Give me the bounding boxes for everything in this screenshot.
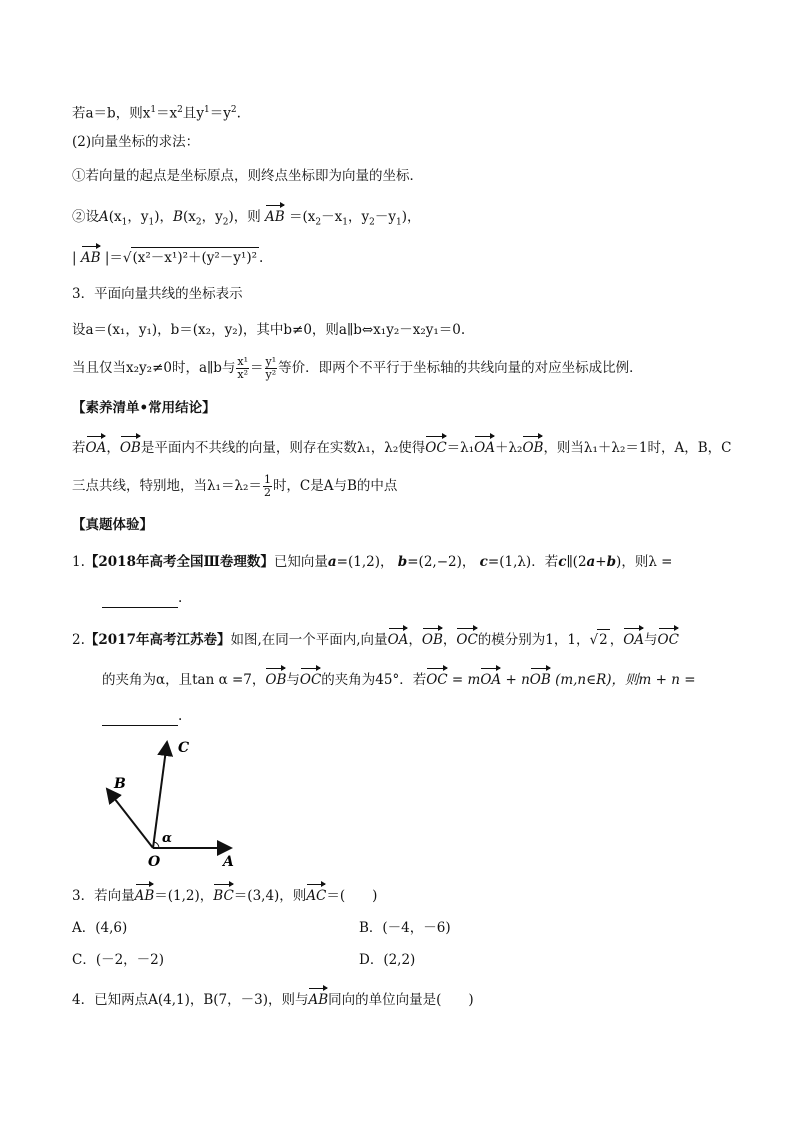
vector-ab: AB: [81, 244, 101, 268]
vector-ab: AB: [265, 203, 285, 227]
option-b[interactable]: B．(－4，－6): [359, 920, 451, 936]
text-line-rule-1: ①若向量的起点是坐标原点，则终点坐标即为向量的坐标．: [72, 168, 423, 184]
question-4: 4．已知两点A(4,1)，B(7，－3)，则与AB同向的单位向量是( ): [72, 986, 474, 1010]
vector-ob: OB: [522, 434, 543, 458]
label-c: C: [178, 740, 190, 756]
vector-ac: AC: [306, 882, 326, 906]
section-heading-practice: 【真题体验】: [72, 517, 153, 533]
question-1: 1.【2018年高考全国Ⅲ卷理数】已知向量a=(1,2)， b=(2,−2)， c=(1,λ)．若c∥(2a+b)，则λ =: [72, 554, 673, 570]
answer-blank-2[interactable]: .: [102, 706, 182, 726]
vector-oa: OA: [86, 434, 107, 458]
sqrt-symbol: √: [122, 250, 132, 266]
vector-oc: OC: [425, 434, 446, 458]
question-2-line-2: 的夹角为α，且tan α =7，OB与OC的夹角为45°．若OC = mOA + nOB (m,n∈R)，则m + n =: [102, 666, 696, 690]
fraction-half: $\frac{1}{2}$: [263, 473, 271, 499]
vector-ob: OB: [120, 434, 141, 458]
vector-ob: OB: [265, 666, 286, 690]
vector-bc: BC: [213, 882, 234, 906]
text-line-magnitude: | AB |＝√(x²－x¹)²＋(y²－y¹)² .: [72, 244, 263, 268]
text-line-conclusion-2: 三点共线，特别地，当λ₁＝λ₂＝ $\frac{1}{2}$ 时，C是A与B的中点: [72, 473, 398, 499]
subheading-coordinate-method: (2)向量坐标的求法：: [72, 134, 200, 150]
text-line-conclusion-1: 若OA，OB是平面内不共线的向量，则存在实数λ₁，λ₂使得OC＝λ₁OA＋λ₂OB，则当λ₁＋λ₂＝1时，A，B，C: [72, 434, 731, 458]
text-line-collinear-condition: 设a＝(x₁，y₁)，b＝(x₂，y₂)，其中b≠0，则a∥b⇔x₁y₂－x₂y₁＝0.: [72, 322, 466, 338]
text-line-rule-2: ②设$A(x_1$，$y_1$)，$B(x_2$，$y_2$)，则 AB $=(x_2-x_1$，$y_2-y_1$)，: [72, 203, 421, 233]
vector-oa: OA: [388, 626, 409, 650]
vector-oc: OC: [426, 666, 447, 690]
section-heading-conclusions: 【素养清单•常用结论】: [72, 400, 216, 416]
text-line-ratio: 当且仅当x₂y₂≠0时，a∥b与 $\frac{\text{x¹}}{\text{x²}}$ ＝ $\frac{\text{y¹}}{\text{y²}}$ 等价．即两个不平行于坐标轴的共线向量的对应坐标成比例．: [72, 355, 643, 381]
label-alpha: α: [162, 831, 173, 846]
vector-oc: OC: [658, 626, 679, 650]
fraction-y: $\frac{\text{y¹}}{\text{y²}}$: [265, 355, 277, 381]
fraction-x: $\frac{\text{x¹}}{\text{x²}}$: [237, 355, 249, 381]
vector-ab: AB: [135, 882, 155, 906]
option-d[interactable]: D．(2,2): [359, 952, 416, 968]
answer-blank-1[interactable]: .: [102, 588, 182, 608]
vector-oa: OA: [623, 626, 644, 650]
option-c[interactable]: C．(－2，－2): [72, 952, 165, 968]
vector-ab: AB: [308, 986, 328, 1010]
sqrt-symbol: √: [589, 632, 599, 648]
vector-ob: OB: [422, 626, 443, 650]
text-line-equality: 若a＝b，则$x^1=x^2$且$y^1=y^2$.: [72, 105, 241, 122]
vector-ob: OB: [530, 666, 551, 690]
vector-oc: OC: [300, 666, 321, 690]
vector-figure: [96, 728, 256, 870]
question-3: 3．若向量AB＝(1,2)，BC＝(3,4)，则AC＝( ): [72, 882, 377, 906]
label-a: A: [223, 854, 234, 870]
vector-oc: OC: [456, 626, 477, 650]
vector-oa: OA: [474, 434, 495, 458]
option-a[interactable]: A．(4,6): [72, 920, 128, 936]
label-o: O: [148, 854, 161, 870]
ray-ob: [107, 789, 153, 848]
section-heading-collinear: 3．平面向量共线的坐标表示: [72, 286, 243, 302]
label-b: B: [114, 776, 126, 792]
question-2: 2.【2017年高考江苏卷】如图,在同一个平面内,向量OA，OB，OC的模分别为1，1，√2 ，OA与OC: [72, 626, 679, 650]
vector-oa: OA: [480, 666, 501, 690]
